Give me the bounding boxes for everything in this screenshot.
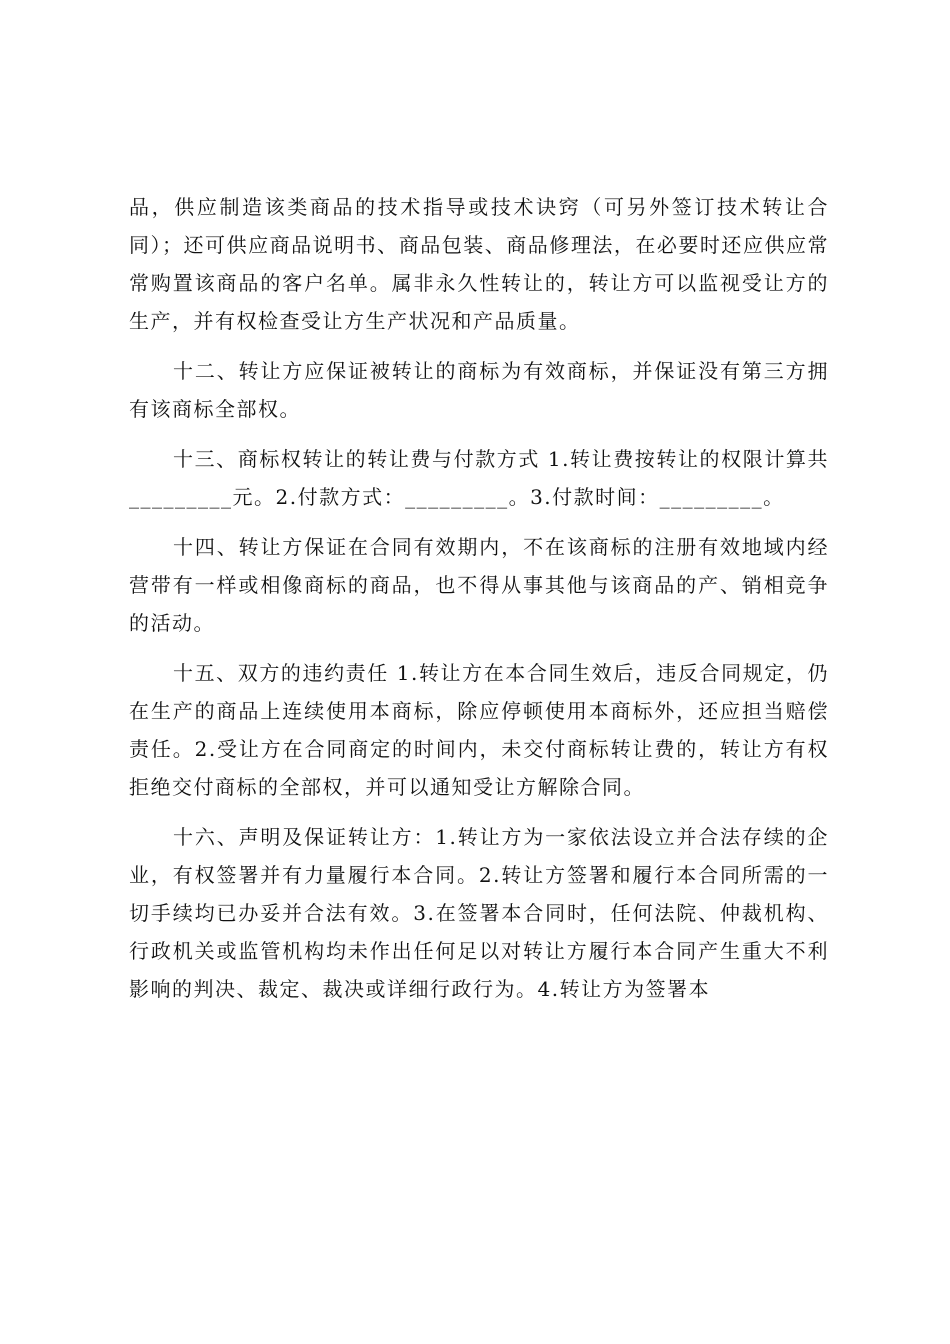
paragraph-14: 十四、转让方保证在合同有效期内，不在该商标的注册有效地域内经营带有一样或相像商标的商品，也不得从事其他与该商品的产、销相竞争的活动。 <box>129 535 829 635</box>
paragraph-1: 品，供应制造该类商品的技术指导或技术诀窍（可另外签订技术转让合同）；还可供应商品说明书、商品包装、商品修理法，在必要时还应供应常常购置该商品的客户名单。属非永久性转让的，转让方可以监视受让方的生产，并有权检查受让方生产状况和产品质量。 <box>129 195 829 333</box>
document-body <box>129 188 829 1020</box>
paragraph-13: 十三、商标权转让的转让费与付款方式 1.转让费按转让的权限计算共_________元。2.付款方式：_________。3.付款时间：_________。 <box>129 447 829 509</box>
paragraph-15: 十五、双方的违约责任 1.转让方在本合同生效后，违反合同规定，仍在生产的商品上连续使用本商标，除应停顿使用本商标外，还应担当赔偿责任。2.受让方在合同商定的时间内，未交付商标转让费的，转让方有权拒绝交付商标的全部权，并可以通知受让方解除合同。 <box>129 661 829 799</box>
paragraph-12: 十二、转让方应保证被转让的商标为有效商标，并保证没有第三方拥有该商标全部权。 <box>129 359 829 421</box>
paragraph-16: 十六、声明及保证转让方：1.转让方为一家依法设立并合法存续的企业，有权签署并有力量履行本合同。2.转让方签署和履行本合同所需的一切手续均已办妥并合法有效。3.在签署本合同时，任何法院、仲裁机构、行政机关或监管机构均未作出任何足以对转让方履行本合同产生重大不利影响的判决、裁定、裁决或详细行政行为。4.转让方为签署本 <box>129 825 829 1001</box>
